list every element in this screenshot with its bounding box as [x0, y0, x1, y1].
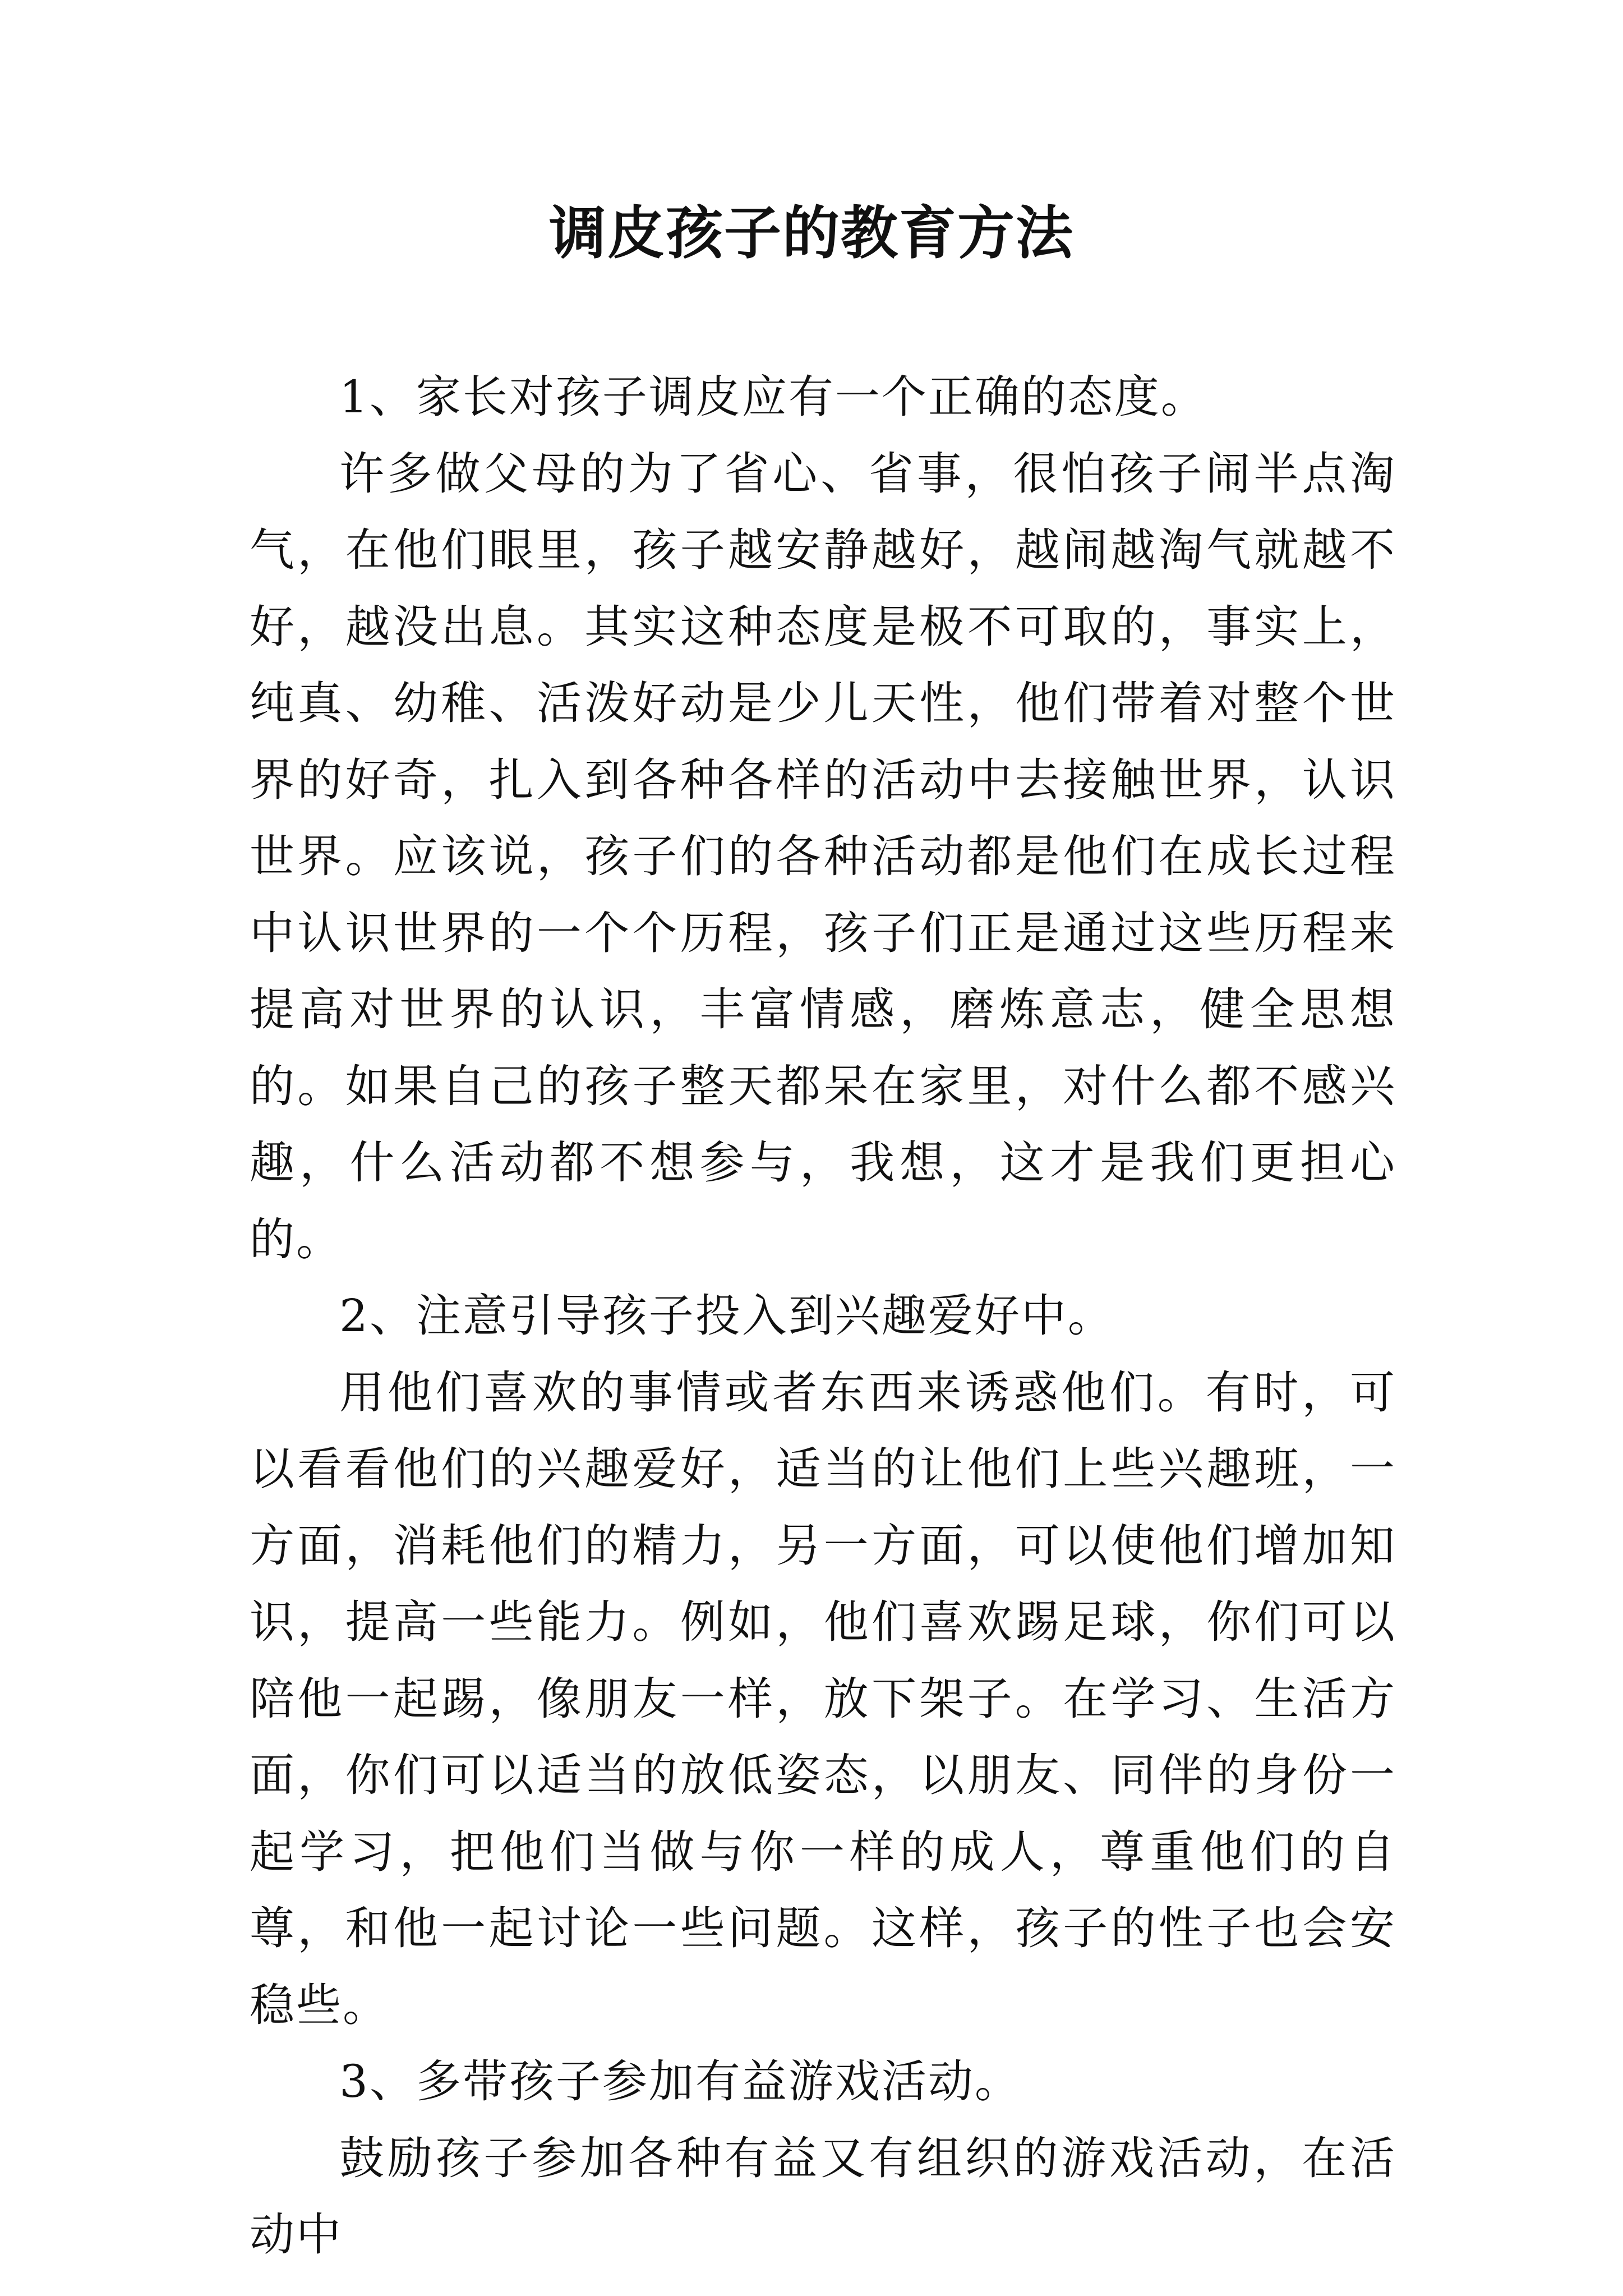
- section-heading-2: 2、注意引导孩子投入到兴趣爱好中。: [339, 1290, 1114, 1342]
- section-heading-3: 3、多带孩子参加有益游戏活动。: [339, 2055, 1021, 2108]
- paragraph-2: 用他们喜欢的事情或者东西来诱惑他们。有时，可以看看他们的兴趣爱好，适当的让他们上些兴趣班，一方面，消耗他们的精力，另一方面，可以使他们增加知识，提高一些能力。例如，他们喜欢踢足球，你们可以陪他一起踢，像朋友一样，放下架子。在学习、生活方面，你们可以适当的放低姿态，以朋友、同伴的身份一起学习，把他们当做与你一样的成人，尊重他们的自尊，和他一起讨论一些问题。这样，孩子的性子也会安稳些。: [250, 1366, 1396, 2031]
- document-title: 调皮孩子的教育方法: [549, 200, 1074, 267]
- document-body: [250, 359, 1396, 2274]
- paragraph-1: 许多做父母的为了省心、省事，很怕孩子闹半点淘气，在他们眼里，孩子越安静越好，越闹越淘气就越不好，越没出息。其实这种态度是极不可取的，事实上，纯真、幼稚、活泼好动是少儿天性，他们带着对整个世界的好奇，扎入到各种各样的活动中去接触世界，认识世界。应该说，孩子们的各种活动都是他们在成长过程中认识世界的一个个历程，孩子们正是通过这些历程来提高对世界的认识，丰富情感，磨炼意志，健全思想的。如果自己的孩子整天都呆在家里，对什么都不感兴趣，什么活动都不想参与，我想，这才是我们更担心的。: [250, 447, 1396, 1266]
- section-heading-1: 1、家长对孩子调皮应有一个正确的态度。: [339, 371, 1207, 423]
- paragraph-3: 鼓励孩子参加各种有益又有组织的游戏活动，在活动中: [250, 2132, 1396, 2261]
